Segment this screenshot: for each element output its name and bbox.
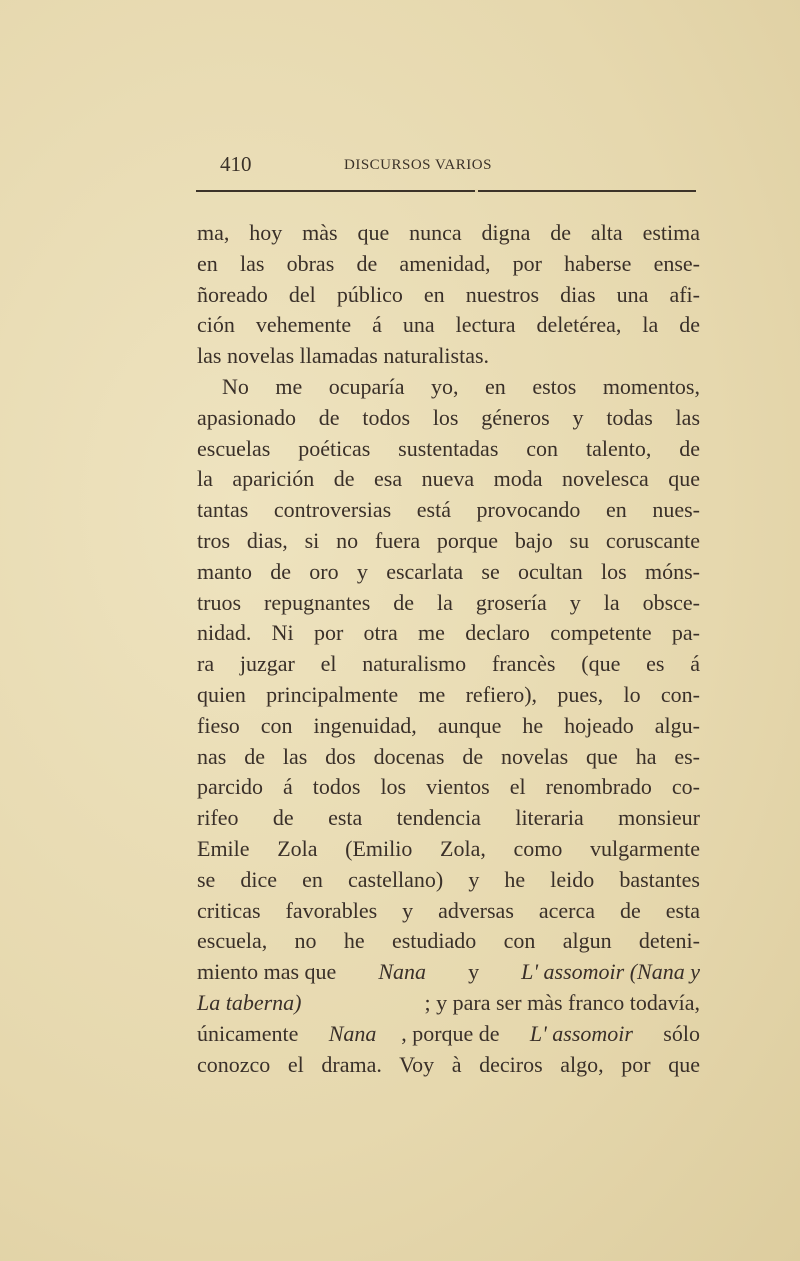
text-line <box>197 896 700 927</box>
text-segment: la aparición de esa nueva moda novelesca que <box>197 466 700 492</box>
text-segment: ; y para ser màs franco todavía, <box>424 989 700 1015</box>
text-segment: truos repugnantes de la grosería y la obsce- <box>197 589 700 615</box>
text-line <box>197 218 700 249</box>
text-line <box>197 310 700 341</box>
text-line <box>197 988 700 1019</box>
text-line <box>197 772 700 803</box>
text-segment: ción vehemente á una lectura deletérea, la de <box>197 312 700 338</box>
text-segment: nas de las dos docenas de novelas que ha es- <box>197 743 700 769</box>
running-title: DISCURSOS VARIOS <box>344 157 492 173</box>
text-segment: escuela, no he estudiado con algun deteni- <box>197 928 700 954</box>
text-segment: ma, hoy màs que nunca digna de alta estima <box>197 220 700 245</box>
text-line <box>197 341 700 372</box>
text-line <box>197 680 700 711</box>
text-line <box>197 464 700 495</box>
text-segment: manto de oro y escarlata se ocultan los móns- <box>197 558 700 584</box>
italic-title: Nana <box>378 959 427 985</box>
italic-title: Nana <box>328 1020 377 1046</box>
text-line <box>197 588 700 619</box>
text-segment: tantas controversias está provocando en nues- <box>197 497 700 523</box>
text-line <box>197 1019 700 1050</box>
italic-title: La taberna) <box>197 989 302 1015</box>
text-segment: rifeo de esta tendencia literaria monsieur <box>197 805 700 831</box>
text-line <box>197 1050 700 1081</box>
text-line <box>197 803 700 834</box>
text-segment: Emile Zola (Emilio Zola, como vulgarmente <box>197 835 700 861</box>
text-segment: , porque de <box>401 1020 506 1046</box>
text-line <box>197 280 700 311</box>
text-line <box>197 957 700 988</box>
text-segment: escuelas poéticas sustentadas con talento, de <box>197 435 700 461</box>
text-segment: y <box>462 959 485 985</box>
text-line <box>197 742 700 773</box>
text-segment: se dice en castellano) y he leido bastantes <box>197 866 700 892</box>
text-segment: tros dias, si no fuera porque bajo su coruscante <box>197 527 700 553</box>
text-line <box>197 403 700 434</box>
text-segment: nidad. Ni por otra me declaro competente pa- <box>197 620 700 646</box>
text-segment: parcido á todos los vientos el renombrado co- <box>197 774 700 800</box>
text-segment: en las obras de amenidad, por haberse ense- <box>197 250 700 276</box>
text-segment: ra juzgar el naturalismo francès (que es á <box>197 651 700 677</box>
italic-title: L' assomoir <box>529 1020 633 1046</box>
text-line <box>197 618 700 649</box>
text-segment: ñoreado del público en nuestros dias una afi- <box>197 281 700 307</box>
text-segment: No me ocuparía yo, en estos momentos, <box>222 373 700 399</box>
text-line <box>197 249 700 280</box>
text-line <box>197 926 700 957</box>
text-segment: las novelas llamadas naturalistas. <box>197 343 490 369</box>
text-line <box>197 834 700 865</box>
text-line <box>197 557 700 588</box>
text-line <box>197 526 700 557</box>
header-rule-gap <box>475 189 478 193</box>
italic-title: L' assomoir (Nana y <box>521 959 700 985</box>
text-segment: apasionado de todos los géneros y todas las <box>197 404 700 430</box>
text-line <box>197 434 700 465</box>
running-header <box>220 152 700 182</box>
text-segment: fieso con ingenuidad, aunque he hojeado algu- <box>197 712 700 738</box>
text-line <box>197 649 700 680</box>
text-segment: miento mas que <box>197 959 342 985</box>
text-line <box>197 372 700 403</box>
text-line <box>197 711 700 742</box>
text-segment: sólo <box>657 1020 700 1046</box>
text-segment: conozco el drama. Voy à deciros algo, por que <box>197 1051 700 1077</box>
page-number: 410 <box>220 152 252 176</box>
text-segment: únicamente <box>197 1020 304 1046</box>
text-segment: quien principalmente me refiero), pues, lo con- <box>197 681 700 707</box>
body-text <box>197 218 700 1080</box>
text-line <box>197 865 700 896</box>
header-rule <box>196 190 696 192</box>
text-segment: criticas favorables y adversas acerca de esta <box>197 897 700 923</box>
text-line <box>197 495 700 526</box>
